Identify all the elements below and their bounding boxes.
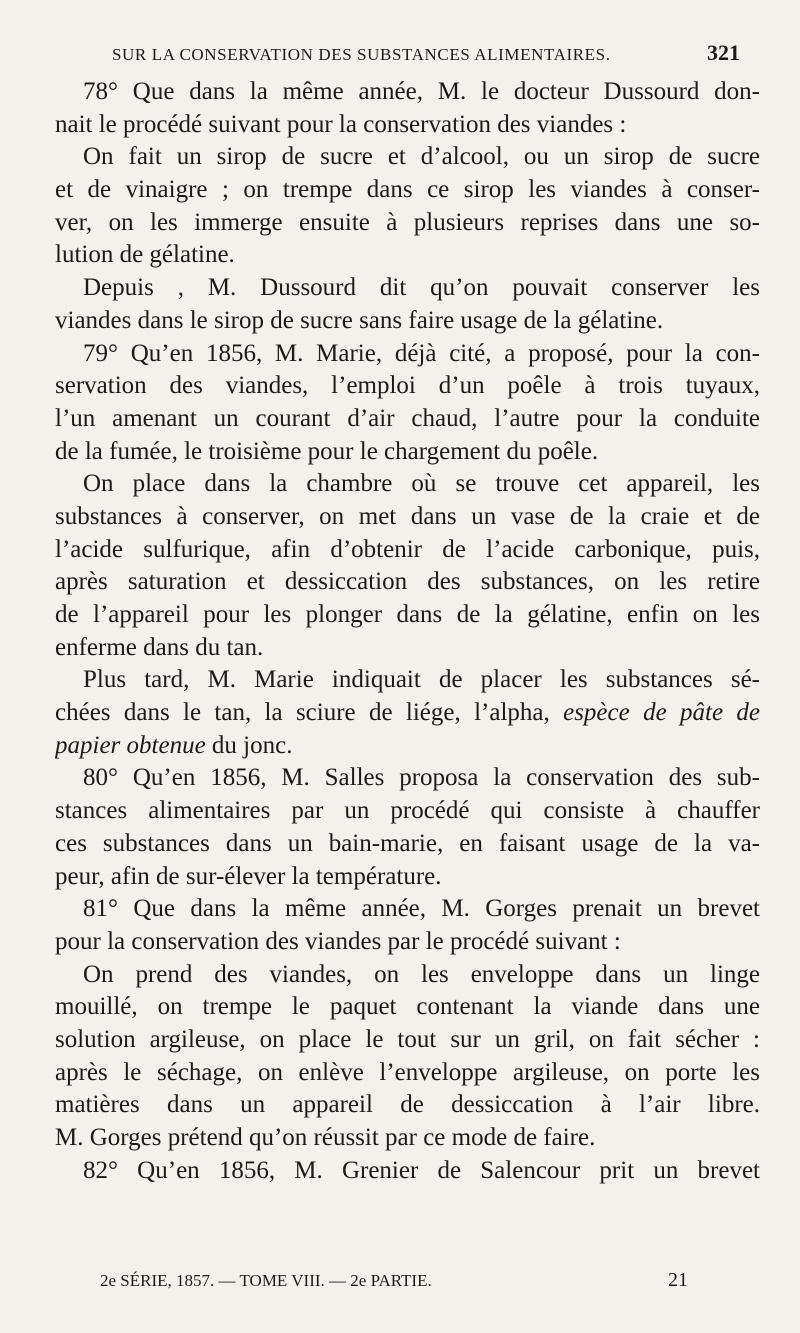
text-line xyxy=(55,370,760,403)
text-line xyxy=(55,1024,760,1057)
line-text: enferme dans du tan. xyxy=(55,633,264,661)
line-text: chées dans le tan, la sciure de liége, l’alpha, xyxy=(55,699,564,727)
text-line xyxy=(55,1122,760,1155)
line-text: 78° Que dans la même année, M. le docteur Dussourd don- xyxy=(83,78,760,105)
text-line xyxy=(55,1057,760,1090)
text-line xyxy=(55,566,760,599)
running-header xyxy=(112,40,740,66)
text-line xyxy=(55,795,760,828)
line-text: mouillé, on trempe le paquet contenant la viande dans une xyxy=(55,993,760,1021)
text-line xyxy=(55,861,760,894)
running-title: SUR LA CONSERVATION DES SUBSTANCES ALIMENTAIRES. xyxy=(112,45,611,64)
line-text: ces substances dans un bain-marie, en faisant usage de la va- xyxy=(55,829,760,857)
text-line xyxy=(55,599,760,632)
italic-text: papier obtenue xyxy=(55,731,206,759)
line-text: peur, afin de sur-élever la température. xyxy=(55,862,442,890)
line-text: et de vinaigre ; on trempe dans ce sirop les viandes à conser- xyxy=(55,176,760,204)
text-line xyxy=(55,697,760,730)
line-text: pour la conservation des viandes par le procédé suivant : xyxy=(55,927,621,955)
line-text: l’un amenant un courant d’air chaud, l’autre pour la conduite xyxy=(55,404,760,432)
line-text-after: du jonc. xyxy=(205,731,293,759)
line-text: matières dans un appareil de dessiccation à l’air libre. xyxy=(55,1091,760,1119)
italic-text: espèce de pâte de xyxy=(563,699,760,727)
line-text: après saturation et dessiccation des substances, on les retire xyxy=(55,568,760,596)
text-line xyxy=(55,436,760,469)
text-line xyxy=(55,338,760,371)
line-text: viandes dans le sirop de sucre sans faire usage de la gélatine. xyxy=(55,306,664,334)
line-text: solution argileuse, on place le tout sur un gril, on fait sécher : xyxy=(55,1025,760,1053)
text-line xyxy=(55,534,760,567)
page-number: 321 xyxy=(707,40,740,65)
line-text: Depuis , M. Dussourd dit qu’on pouvait conserver les xyxy=(83,274,760,302)
text-line xyxy=(55,1155,760,1188)
text-line xyxy=(55,926,760,959)
text-line xyxy=(55,828,760,861)
text-line xyxy=(55,403,760,436)
line-text: de la fumée, le troisième pour le chargement du poêle. xyxy=(55,437,599,465)
line-text: Plus tard, M. Marie indiquait de placer les substances sé- xyxy=(83,666,760,694)
text-line xyxy=(55,109,760,142)
line-text: de l’appareil pour les plonger dans de la gélatine, enfin on les xyxy=(55,601,760,628)
signature-mark: 21 xyxy=(668,1269,688,1291)
line-text: après le séchage, on enlève l’enveloppe argileuse, on porte les xyxy=(55,1058,760,1086)
footer-series-info: 2e SÉRIE, 1857. — TOME VIII. — 2e PARTIE. xyxy=(100,1271,432,1290)
text-line xyxy=(55,468,760,501)
text-line xyxy=(55,893,760,926)
text-line xyxy=(55,632,760,665)
line-text: 79° Qu’en 1856, M. Marie, déjà cité, a proposé, pour la con- xyxy=(83,339,760,367)
text-line xyxy=(55,272,760,305)
text-line xyxy=(55,76,760,109)
line-text: lution de gélatine. xyxy=(55,241,235,269)
line-text: On fait un sirop de sucre et d’alcool, ou un sirop de sucre xyxy=(83,143,760,171)
text-line xyxy=(55,730,760,763)
line-text: 81° Que dans la même année, M. Gorges prenait un brevet xyxy=(83,895,760,923)
line-text: 80° Qu’en 1856, M. Salles proposa la conservation des sub- xyxy=(83,764,760,792)
text-line xyxy=(55,174,760,207)
text-line xyxy=(55,207,760,240)
text-line xyxy=(55,664,760,697)
text-line xyxy=(55,501,760,534)
line-text: servation des viandes, l’emploi d’un poêle à trois tuyaux, xyxy=(55,372,760,400)
text-line xyxy=(55,1089,760,1122)
line-text: 82° Qu’en 1856, M. Grenier de Salencour prit un brevet xyxy=(83,1156,760,1184)
line-text: ver, on les immerge ensuite à plusieurs reprises dans une so- xyxy=(55,208,760,236)
text-line xyxy=(55,959,760,992)
line-text: On prend des viandes, on les enveloppe dans un linge xyxy=(83,960,760,988)
page-footer xyxy=(100,1269,688,1292)
line-text: substances à conserver, on met dans un vase de la craie et de xyxy=(55,502,760,530)
line-text: l’acide sulfurique, afin d’obtenir de l’acide carbonique, puis, xyxy=(55,535,760,563)
text-line xyxy=(55,991,760,1024)
line-text: stances alimentaires par un procédé qui consiste à chauffer xyxy=(55,797,760,825)
line-text: nait le procédé suivant pour la conservation des viandes : xyxy=(55,110,627,138)
line-text: On place dans la chambre où se trouve cet appareil, les xyxy=(83,470,760,498)
text-line xyxy=(55,305,760,338)
text-line xyxy=(55,762,760,795)
text-line xyxy=(55,141,760,174)
line-text: M. Gorges prétend qu’on réussit par ce mode de faire. xyxy=(55,1124,596,1151)
body-text xyxy=(55,76,760,1187)
text-line xyxy=(55,239,760,272)
